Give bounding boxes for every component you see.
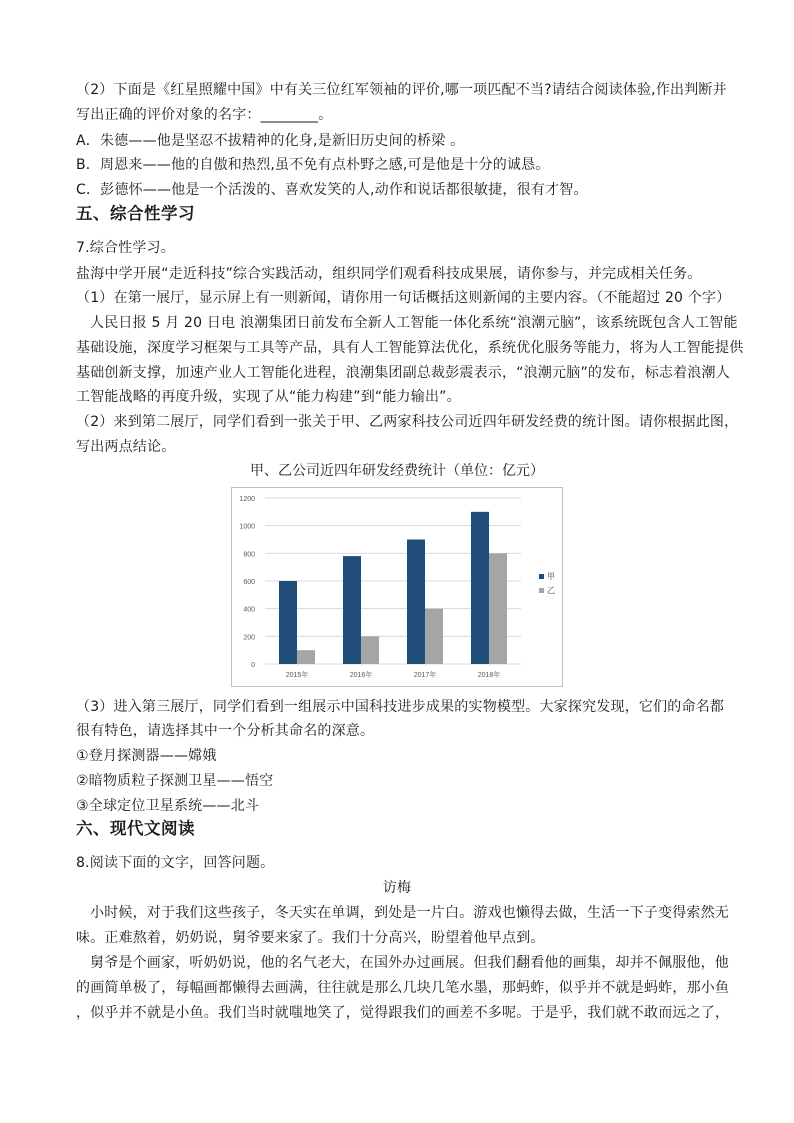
news-line-3: 基础创新支撑，加速产业人工智能化进程，浪潮集团副总裁彭震表示，“浪潮元脑”的发布，标志着浪潮人 (76, 365, 730, 381)
legend-swatch-1 (539, 588, 544, 593)
x-tick-label-2: 2017年 (413, 672, 437, 679)
question-7-1-prompt: （1）在第一展厅，显示屏上有一则新闻，请你用一句话概括这则新闻的主要内容。（不能超过 20 个字） (76, 290, 731, 306)
bar-乙-2015年 (297, 650, 315, 664)
article-para-2-line-1: 舅爷是个画家，听奶奶说，他的名气老大，在国外办过画展。但我们翻看他的画集，却并不佩服他，他 (90, 955, 729, 971)
question-2-answer-blank: 写出正确的评价对象的名字：________。 (76, 107, 333, 123)
question-2-prompt: （2）下面是《红星照耀中国》中有关三位红军领袖的评价,哪一项匹配不当?请结合阅读体验,作出判断并 (76, 82, 727, 98)
y-tick-label-0: 0 (251, 662, 255, 669)
article-para-1-line-2: 味。正难熬着，奶奶说，舅爷要来家了。我们十分高兴，盼望着他早点到。 (76, 930, 545, 946)
legend-label-1: 乙 (547, 586, 555, 595)
legend-label-0: 甲 (547, 572, 555, 581)
option-a: A．朱德——他是坚忍不拔精神的化身,是新旧历史间的桥梁 。 (76, 133, 465, 149)
chart-title: 甲、乙公司近四年研发经费统计（单位：亿元） (250, 463, 544, 479)
y-tick-label-2: 400 (243, 606, 255, 614)
article-para-2-line-2: 的画简单极了，每幅画都懒得去画满，往往就是那么几块几笔水墨，那蚂蚱，似乎并不就是蚂蚱，那小鱼 (76, 980, 730, 996)
x-tick-label-0: 2015年 (285, 672, 309, 679)
y-tick-label-6: 1200 (239, 496, 255, 503)
y-tick-label-3: 600 (243, 579, 255, 586)
question-7-title: 7.综合性学习。 (76, 240, 175, 256)
bar-甲-2018年 (471, 512, 489, 664)
option-c: C．彭德怀——他是一个活泼的、喜欢发笑的人,动作和说话都很敏捷，很有才智。 (76, 182, 588, 198)
news-line-1: 人民日报 5 月 20 日电 浪潮集团日前发布全新人工智能一体化系统“浪潮元脑”，该系统既包含人工智能 (90, 315, 738, 331)
question-7-2-prompt: （2）来到第二展厅，同学们看到一张关于甲、乙两家科技公司近四年研发经费的统计图。请你根据此图， (76, 414, 739, 430)
y-tick-label-5: 1000 (239, 523, 255, 531)
bar-乙-2016年 (361, 636, 379, 664)
x-tick-label-3: 2018年 (477, 672, 501, 679)
bar-甲-2015年 (279, 581, 297, 664)
question-7-intro: 盐海中学开展“走近科技”综合实践活动，组织同学们观看科技成果展，请你参与，并完成相关任务。 (76, 266, 702, 282)
question-7-2-prompt-cont: 写出两点结论。 (76, 439, 176, 455)
option-b: B．周恩来——他的自傲和热烈,虽不免有点朴野之感,可是他是十分的诚恳。 (76, 157, 550, 173)
rd-expense-bar-chart (231, 487, 563, 687)
bar-乙-2018年 (489, 553, 507, 664)
legend-swatch-0 (539, 574, 544, 579)
y-tick-label-1: 200 (243, 634, 255, 642)
naming-item-2: ②暗物质粒子探测卫星——悟空 (76, 773, 274, 789)
bar-甲-2016年 (343, 556, 361, 664)
article-title: 访梅 (382, 880, 412, 896)
question-7-3-prompt-cont: 很有特色，请选择其中一个分析其命名的深意。 (76, 723, 375, 739)
question-7-3-prompt: （3）进入第三展厅，同学们看到一组展示中国科技进步成果的实物模型。大家探究发现，它们的命名都 (76, 699, 725, 715)
news-line-4: 工智能战略的再度升级，实现了从“能力构建”到“能力输出”。 (76, 389, 461, 405)
bar-乙-2017年 (425, 609, 443, 664)
naming-item-3: ③全球定位卫星系统——北斗 (76, 798, 260, 814)
article-para-2-line-3: ，似乎并不就是小鱼。我们当时就嗤地笑了，觉得跟我们的画差不多呢。于是乎，我们就不敢而远之了， (76, 1005, 730, 1021)
bar-甲-2017年 (407, 540, 425, 665)
section-5-heading: 五、综合性学习 (76, 204, 195, 223)
section-6-heading: 六、现代文阅读 (76, 819, 195, 838)
news-line-2: 基础设施，深度学习框架与工具等产品，具有人工智能算法优化，系统优化服务等能力，将为人工智能提供 (76, 340, 744, 356)
question-8-title: 8.阅读下面的文字，回答问题。 (76, 855, 275, 871)
x-tick-label-1: 2016年 (349, 672, 373, 679)
naming-item-1: ①登月探测器——嫦娥 (76, 748, 217, 764)
article-para-1-line-1: 小时候，对于我们这些孩子，冬天实在单调，到处是一片白。游戏也懒得去做，生活一下子变得索然无 (90, 905, 729, 921)
y-tick-label-4: 800 (243, 551, 255, 559)
